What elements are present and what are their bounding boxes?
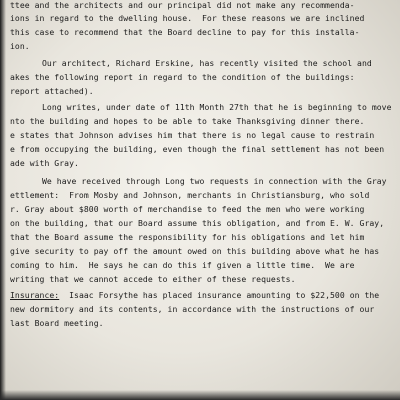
insurance-paragraph (10, 290, 379, 300)
text-line: akes the following report in regard to the condition of the buildings: (10, 72, 355, 82)
text-line: Our architect, Richard Erskine, has recently visited the school and (42, 58, 372, 68)
text-line: ion. (10, 41, 30, 51)
text-line: ettlement: From Mosby and Johnson, merchants in Christiansburg, who sold (10, 190, 370, 200)
text-line: writing that we cannot accede to either of these requests. (10, 274, 296, 284)
text-line: ttee and the architects and our principal did not make any recommenda- (10, 0, 355, 10)
text-line: new dormitory and its contents, in accordance with the instructions of our (10, 304, 375, 314)
text-line: Long writes, under date of 11th Month 27th that he is beginning to move (42, 102, 392, 112)
text-line: Isaac Forsythe has placed insurance amounting to $22,500 on the (69, 290, 380, 300)
text-line: coming to him. He says he can do this if given a little time. We are (10, 260, 355, 270)
text-line: ade with Gray. (10, 158, 79, 168)
text-line: report attached). (10, 86, 94, 96)
text-line: ions in regard to the dwelling house. For these reasons we are inclined (10, 13, 365, 23)
text-line: on the building, that our Board assume this obligation, and from E. W. Gray, (10, 218, 385, 228)
text-line: e from occupying the building, even though the final settlement has not been (10, 144, 385, 154)
scan-edge-shadow (0, 0, 6, 400)
text-line: We have received through Long two requests in connection with the Gray (42, 176, 387, 186)
text-line: nto the building and hopes to be able to take Thanksgiving dinner there. (10, 116, 365, 126)
text-line: last Board meeting. (10, 318, 104, 328)
scan-bottom-shadow (0, 390, 400, 400)
insurance-heading: Insurance: (10, 290, 60, 300)
text-line: r. Gray about $800 worth of merchandise to feed the men who were working (10, 204, 365, 214)
text-line: give security to pay off the amount owed on this building above what he has (10, 246, 380, 256)
text-line: e states that Johnson advises him that there is no legal cause to restrain (10, 130, 375, 140)
text-line: this case to recommend that the Board decline to pay for this installa- (10, 27, 360, 37)
text-line: that the Board assume the responsibility for his obligations and let him (10, 232, 365, 242)
